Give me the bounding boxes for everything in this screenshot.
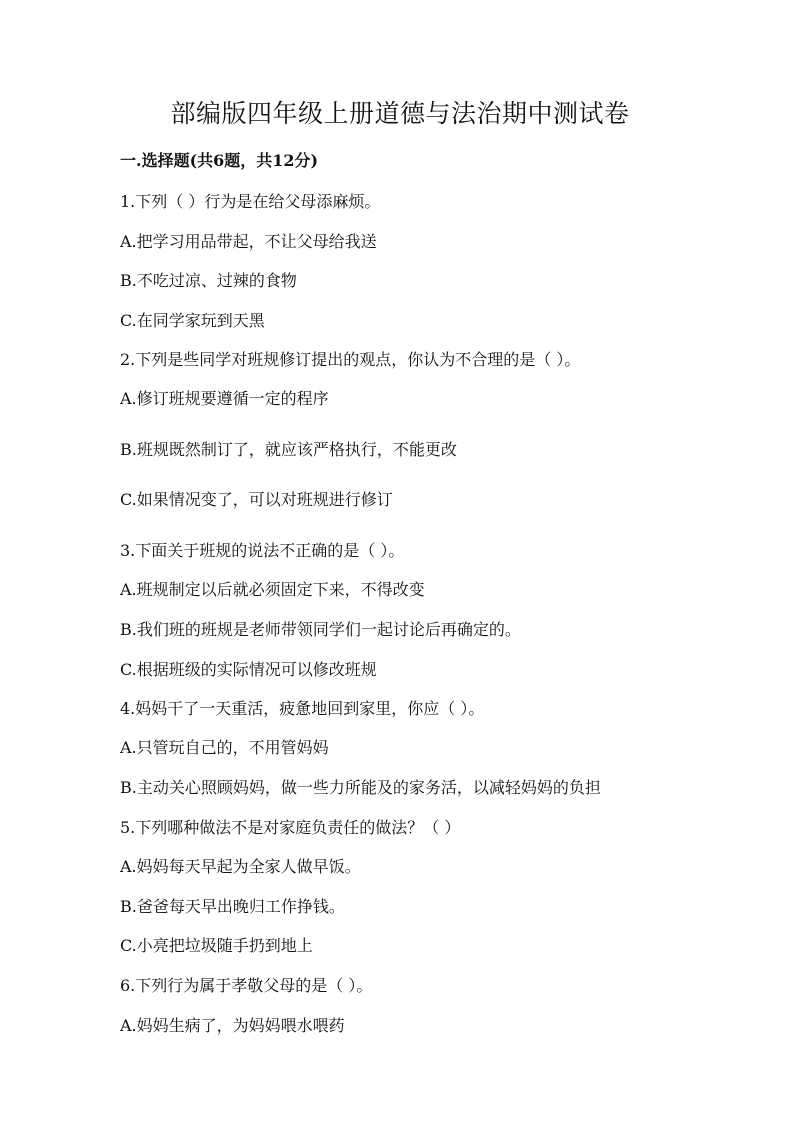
answer-option: C.小亮把垃圾随手扔到地上 xyxy=(120,936,313,955)
answer-option: A.妈妈生病了，为妈妈喂水喂药 xyxy=(120,1016,345,1035)
answer-option: B.主动关心照顾妈妈，做一些力所能及的家务活，以减轻妈妈的负担 xyxy=(120,778,601,797)
answer-option: C.如果情况变了，可以对班规进行修订 xyxy=(120,490,393,509)
answer-option: B.不吃过凉、过辣的食物 xyxy=(120,271,297,290)
question-stem: 6.下列行为属于孝敬父母的是（ ）。 xyxy=(120,976,373,995)
answer-option: A.把学习用品带起，不让父母给我送 xyxy=(120,232,377,251)
question-stem: 1.下列（ ）行为是在给父母添麻烦。 xyxy=(120,192,381,211)
section-heading: 一.选择题(共6题，共12分) xyxy=(120,151,319,170)
question-stem: 5.下列哪种做法不是对家庭负责任的做法？（ ） xyxy=(120,818,461,837)
question-stem: 3.下面关于班规的说法不正确的是（ ）。 xyxy=(120,541,405,560)
answer-option: B.我们班的班规是老师带领同学们一起讨论后再确定的。 xyxy=(120,620,521,639)
answer-option: B.爸爸每天早出晚归工作挣钱。 xyxy=(120,897,345,916)
answer-option: C.根据班级的实际情况可以修改班规 xyxy=(120,660,377,679)
question-stem: 4.妈妈干了一天重活，疲惫地回到家里，你应（ ）。 xyxy=(120,699,485,718)
answer-option: C.在同学家玩到天黑 xyxy=(120,311,265,330)
answer-option: A.只管玩自己的，不用管妈妈 xyxy=(120,738,329,757)
answer-option: B.班规既然制订了，就应该严格执行，不能更改 xyxy=(120,440,457,459)
exam-title: 部编版四年级上册道德与法治期中测试卷 xyxy=(170,99,630,128)
answer-option: A.班规制定以后就必须固定下来，不得改变 xyxy=(120,580,425,599)
answer-option: A.妈妈每天早起为全家人做早饭。 xyxy=(120,857,361,876)
question-stem: 2.下列是些同学对班规修订提出的观点，你认为不合理的是（ ）。 xyxy=(120,350,581,369)
answer-option: A.修订班规要遵循一定的程序 xyxy=(120,389,329,408)
